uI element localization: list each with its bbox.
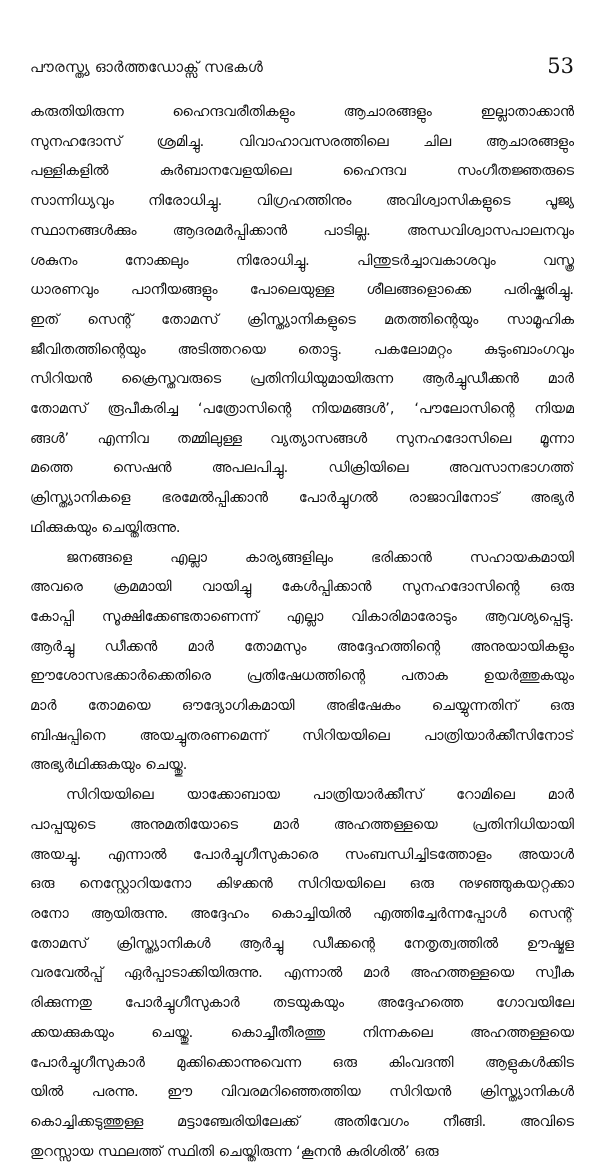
text-line: കരുതിയിരുന്ന ഹൈന്ദവരീതികളും ആചാരങ്ങളും ഇല്ലാതാക്കാൻ (30, 104, 574, 120)
text-line: ജീവിതത്തിന്റെയും അടിത്തറയെ തൊട്ടു. പകലോമറ്റം കുടുംബാംഗവും (30, 341, 574, 358)
text-line: തോമസ് രൂപീകരിച്ച ‘പത്രോസിന്റെ നിയമങ്ങൾ’, ‘പൗലോസിന്റെ നിയമ (30, 401, 574, 418)
text-line: ഈശോസഭക്കാർക്കെതിരെ പ്രതിഷേധത്തിന്റെ പതാക ഉയർത്തുകയും (30, 668, 574, 685)
paragraph (30, 781, 574, 1167)
text-line: സിറിയൻ ക്രൈസ്തവരുടെ പ്രതിനിധിയുമായിരുന്ന ആർച്ചുഡീക്കൻ മാർ (30, 371, 574, 388)
text-line: വരവേൽപ്പ് ഏർപ്പാടാക്കിയിരുന്നു. എന്നാൽ മാർ അഹത്തള്ളയെ സ്വീക (30, 965, 574, 982)
text-line: ശകുനം നോക്കലും നിരോധിച്ചു. പിന്തുടർച്ചാവകാശവും വസ്ത്ര (30, 252, 574, 269)
running-header (30, 54, 574, 82)
text-line: പള്ളികളിൽ കുർബാനവേളയിലെ ഹൈന്ദവ സംഗീതജ്ഞരുടെ (30, 163, 574, 180)
text-line: ജനങ്ങളെ എല്ലാ കാര്യങ്ങളിലും ഭരിക്കാൻ സഹായകമായി (66, 549, 574, 566)
text-line: രിക്കുന്നതു പോർച്ചുഗീസുകാർ തടയുകയും അദ്ദേഹത്തെ ഗോവയിലേ (30, 995, 574, 1012)
text-line: മത്തെ സെഷൻ അപലപിച്ചു. ഡിക്രിയിലെ അവസാനഭാഗത്ത് (30, 460, 574, 477)
text-line: ഥിക്കുകയും ചെയ്തിരുന്നു. (30, 519, 181, 536)
text-line: ഒരു നെസ്റ്റോറിയനോ കിഴക്കൻ സിറിയയിലെ ഒരു നുഴഞ്ഞുകയറ്റക്കാ (30, 876, 574, 893)
text-line: അവരെ ക്രമമായി വായിച്ചു കേൾപ്പിക്കാൻ സുനഹദോസിന്റെ ഒരു (30, 579, 574, 596)
text-line: സാന്നിധ്യവും നിരോധിച്ചു. വിഗ്രഹത്തിനും അവിശ്വാസികളുടെ പൂജ്യ (30, 193, 574, 210)
text-line: രനോ ആയിരുന്നു. അദ്ദേഹം കൊച്ചിയിൽ എത്തിച്ചേർന്നപ്പോൾ സെന്റ് (30, 905, 574, 922)
text-line: തോമസ് ക്രിസ്ത്യാനികൾ ആർച്ചു ഡീക്കന്റെ നേതൃത്വത്തിൽ ഊഷ്മള (30, 935, 574, 952)
paragraph (30, 98, 574, 544)
text-line: പാപ്പയുടെ അനുമതിയോടെ മാർ അഹത്തള്ളയെ പ്രതിനിധിയായി (30, 816, 574, 833)
text-line: ക്കയക്കുകയും ചെയ്തു. കൊച്ചീതീരത്തു നിന്നകലെ അഹത്തള്ളയെ (30, 1024, 574, 1041)
text-line: അയച്ചു. എന്നാൽ പോർച്ചുഗീസുകാരെ സംബന്ധിച്ചിടത്തോളം അയാൾ (30, 846, 574, 863)
text-line: ആർച്ചു ഡീക്കൻ മാർ തോമസും അദ്ദേഹത്തിന്റെ അനുയായികളും (30, 638, 574, 655)
text-line: ധാരണവും പാനീയങ്ങളും പോലെയുള്ള ശീലങ്ങളൊക്കെ പരിഷ്കരിച്ചു. (30, 282, 574, 299)
text-line: യിൽ പരന്നു. ഈ വിവരമറിഞ്ഞെത്തിയ സിറിയൻ ക്രിസ്ത്യാനികൾ (30, 1084, 574, 1101)
text-line: അഭ്യർഥിക്കുകയും ചെയ്തു. (30, 757, 188, 774)
text-line: തുറസ്സായ സ്ഥലത്ത് സ്ഥിതി ചെയ്തിരുന്ന ‘കൂനൻ കുരിശിൽ’ ഒരു (30, 1143, 439, 1160)
text-line: ഇത് സെന്റ് തോമസ് ക്രിസ്ത്യാനികളുടെ മതത്തിന്റെയും സാമൂഹിക (30, 311, 574, 328)
text-line: മാർ തോമയെ ഔദ്യോഗികമായി അഭിഷേകം ചെയ്യുന്നതിന് ഒരു (30, 698, 574, 715)
text-line: ക്രിസ്ത്യാനികളെ ഭരമേൽപ്പിക്കാൻ പോർച്ചുഗൽ രാജാവിനോട് അഭ്യർ (30, 490, 574, 507)
page-number: 53 (547, 54, 574, 78)
text-line: സിറിയയിലെ യാക്കോബായ പാത്രിയാർക്കീസ് റോമിലെ മാർ (66, 787, 574, 804)
body-text (30, 98, 574, 1167)
text-line: കൊച്ചിക്കടുത്തുള്ള മട്ടാഞ്ചേരിയിലേക്ക് അതിവേഗം നീങ്ങി. അവിടെ (30, 1113, 574, 1130)
paragraph (30, 544, 574, 782)
text-line: ബിഷപ്പിനെ അയച്ചുതരണമെന്ന് സിറിയയിലെ പാത്രിയാർക്കീസിനോട് (30, 727, 574, 744)
text-line: പോർച്ചുഗീസുകാർ മുക്കിക്കൊന്നുവെന്ന ഒരു കിംവദന്തി ആളുകൾക്കിട (30, 1054, 574, 1071)
header-title: പൗരസ്ത്യ ഓർത്തഡോക്സ് സഭകൾ (30, 58, 264, 76)
text-line: കോപ്പി സൂക്ഷിക്കേണ്ടതാണെന്ന് എല്ലാ വികാരിമാരോടും ആവശ്യപ്പെട്ടു. (30, 608, 574, 625)
text-line: ങ്ങൾ’ എന്നിവ തമ്മിലുള്ള വ്യത്യാസങ്ങൾ സുനഹദോസിലെ മൂന്നാ (30, 430, 574, 447)
text-line: സുനഹദോസ് ശ്രമിച്ചു. വിവാഹാവസരത്തിലെ ചില ആചാരങ്ങളും (30, 133, 574, 150)
text-line: സ്ഥാനങ്ങൾക്കും ആദരമർപ്പിക്കാൻ പാടില്ല. അന്ധവിശ്വാസപാലനവും (30, 222, 574, 239)
